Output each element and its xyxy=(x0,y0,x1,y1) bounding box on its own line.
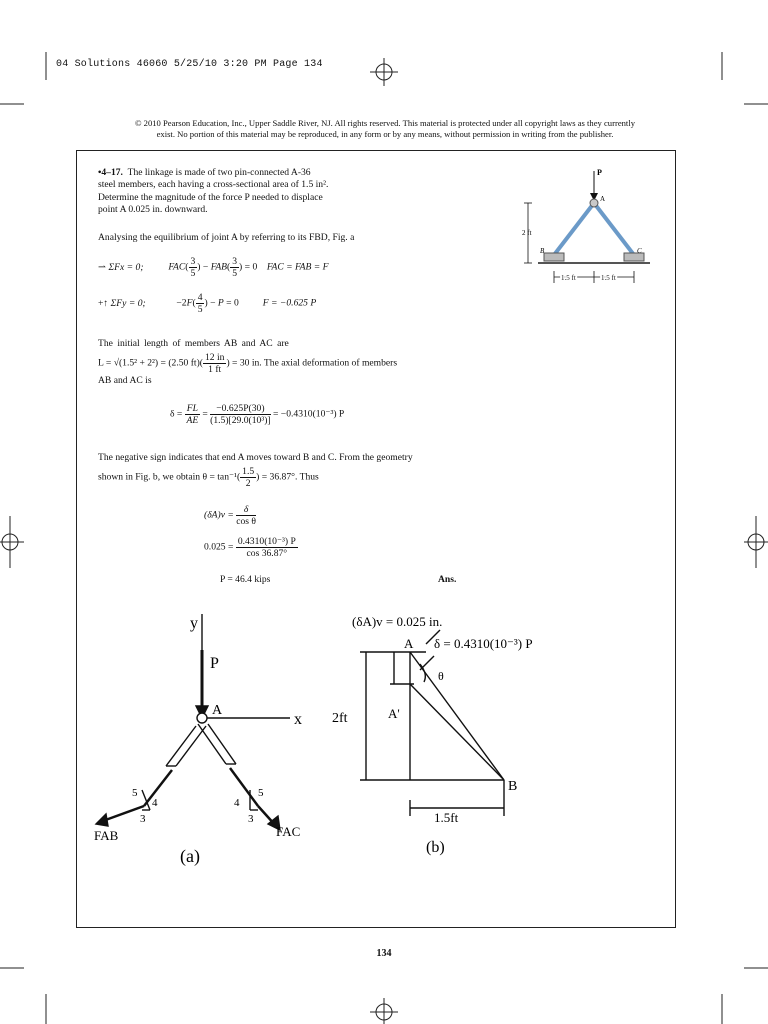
fig-a-fab: FAB xyxy=(94,828,119,843)
fig-a-a: A xyxy=(212,703,223,718)
neg-line-2a: shown in Fig. b, we obtain θ = tan⁻¹ xyxy=(98,472,237,483)
fig-label-p: P xyxy=(597,168,602,177)
eq1-label: ΣFx = 0; xyxy=(108,261,144,273)
fig-b-caption: (b) xyxy=(426,839,445,856)
val-num: 0.4310(10⁻³) P xyxy=(237,536,296,547)
eq1-result: FAC = FAB = F xyxy=(266,261,329,273)
fig-a-n5-left: 5 xyxy=(132,787,138,799)
problem-line-2: steel members, each having a cross-sectional area of 1.5 in². xyxy=(98,179,329,191)
value-equation xyxy=(204,536,298,559)
eq2-frac-d: 5 xyxy=(197,304,203,315)
deformation-equation: δ = $\frac{FL}{AE}$ = $\frac{-0.625P(30)}{\text{(1.5)[29.0(10³)]}}$ = −0.4310(10⁻³) P xyxy=(170,403,345,426)
val-den: cos 36.87° xyxy=(246,548,288,559)
fig-b-a-prime: A' xyxy=(388,706,400,721)
eq2-frac-n: 4 xyxy=(197,292,203,303)
fig-b-geometry xyxy=(330,604,630,864)
length-line-2a: L = √(1.5² + 2²) = (2.50 ft) xyxy=(98,358,200,369)
page-number: 134 xyxy=(376,948,392,959)
neg-line-2b: = 36.87°. Thus xyxy=(261,472,319,483)
negative-sign-paragraph: The negative sign indicates that end A moves toward B and C. From the geometry shown in Fig. b, we obtain θ = tan⁻¹( $\frac{1.5}{2}$ ) = 36.87°. Thus xyxy=(98,452,478,489)
fig-a-n3-left: 3 xyxy=(140,813,146,825)
da-den: cos θ xyxy=(236,516,257,527)
theta-frac-d: 2 xyxy=(245,478,251,490)
fig-b-width: 1.5ft xyxy=(434,810,459,825)
fig-a-y-axis: y xyxy=(190,615,198,632)
displacement-equation xyxy=(204,504,256,527)
fig-span-2: 1.5 ft xyxy=(601,274,616,282)
fig-a-x-axis: x xyxy=(294,711,302,728)
fig-label-b: B xyxy=(540,247,545,255)
fig-b-theta: θ xyxy=(438,669,444,683)
fig-b-b: B xyxy=(508,779,518,794)
delta-den: (1.5)[29.0(10³)] xyxy=(210,415,271,426)
delta-result: = −0.4310(10⁻³) P xyxy=(273,408,345,420)
problem-line-4: point A 0.025 in. downward. xyxy=(98,203,208,215)
theta-frac-n: 1.5 xyxy=(242,466,255,478)
fig-span-1: 1.5 ft xyxy=(561,274,576,282)
eq2-result: F = −0.625 P xyxy=(262,297,317,309)
length-paragraph: The initial length of members AB and AC are L = √(1.5² + 2²) = (2.50 ft)( $\frac{12 in}{1 ft}$ ) = 30 in. The axial deformation of members AB and AC is xyxy=(98,338,458,388)
eq2-label: ΣFy = 0; xyxy=(110,297,146,309)
neg-line-1: The negative sign indicates that end A moves toward B and C. From the geometry xyxy=(98,452,413,463)
copyright-line-1: © 2010 Pearson Education, Inc., Upper Saddle River, NJ. All rights reserved. This material is protected under all copyright laws as they currently xyxy=(134,118,636,128)
eq1-frac-d1: 5 xyxy=(190,268,196,279)
fig-a-caption: (a) xyxy=(180,846,200,866)
fig-b-a: A xyxy=(404,636,414,651)
fig-a-p: P xyxy=(210,655,219,672)
fig-a-n4-left: 4 xyxy=(152,797,158,809)
answer-label: Ans. xyxy=(438,574,457,585)
problem-line-3: Determine the magnitude of the force P needed to displace xyxy=(98,191,323,203)
da-num: δ xyxy=(236,504,256,516)
fig-b-da-v: (δA)v = 0.025 in. xyxy=(352,614,443,629)
length-frac-n: 12 in xyxy=(204,352,225,364)
problem-line-1: The linkage is made of two pin-connected A-36 xyxy=(127,167,311,178)
fig-a-n3-right: 3 xyxy=(248,813,254,825)
delta-fl-d: AE xyxy=(186,415,199,426)
length-line-2b: = 30 in. The axial deformation of members xyxy=(232,358,398,369)
fig-height-label: 2 ft xyxy=(522,229,532,237)
fig-a-n5-right: 5 xyxy=(258,787,264,799)
eq1-fac: FAC xyxy=(168,261,186,273)
val-left: 0.025 = xyxy=(204,541,234,553)
fig-b-height: 2ft xyxy=(332,711,348,726)
delta-left: δ = xyxy=(170,408,183,420)
eq1-frac-n2: 3 xyxy=(232,256,238,267)
copyright-line-2: exist. No portion of this material may be reproduced, in any form or by any means, without permission in writing from the publisher. xyxy=(156,129,614,139)
linkage-figure xyxy=(518,165,668,290)
fig-label-a: A xyxy=(600,195,606,203)
fig-a-fbd xyxy=(90,600,330,870)
fig-a-fac: FAC xyxy=(276,824,301,839)
length-line-1: The initial length of members AB and AC are xyxy=(98,338,289,349)
length-frac-d: 1 ft xyxy=(208,364,222,376)
length-line-3: AB and AC is xyxy=(98,375,152,387)
eq1-frac-n1: 3 xyxy=(190,256,196,267)
equation-sum-fy: +↑ ΣFy = 0; −2F( $\frac{4}{5}$ ) − P = 0 F = −0.625 P xyxy=(98,292,317,315)
answer: P = 46.4 kips xyxy=(220,574,271,585)
eq1-frac-d2: 5 xyxy=(232,268,238,279)
delta-fl-n: FL xyxy=(186,403,198,414)
problem-number: •4–17. xyxy=(98,167,123,178)
delta-num: −0.625P(30) xyxy=(210,403,270,415)
file-header: 04 Solutions 46060 5/25/10 3:20 PM Page 134 xyxy=(56,59,323,70)
problem-statement xyxy=(98,167,458,216)
fig-label-c: C xyxy=(637,247,642,255)
fig-a-n4-right: 4 xyxy=(234,797,240,809)
eq1-fab: FAB xyxy=(210,261,228,273)
fig-b-delta: δ = 0.4310(10⁻³) P xyxy=(434,636,533,651)
copyright-notice xyxy=(100,118,670,140)
solution-intro: Analysing the equilibrium of joint A by referring to its FBD, Fig. a xyxy=(98,232,355,243)
equation-sum-fx: ⇀ ΣFx = 0; FAC( $\frac{3}{5}$ ) − FAB( $\frac{3}{5}$ ) = 0 FAC = FAB = F xyxy=(98,256,329,279)
da-left: (δA)v = xyxy=(204,509,234,521)
